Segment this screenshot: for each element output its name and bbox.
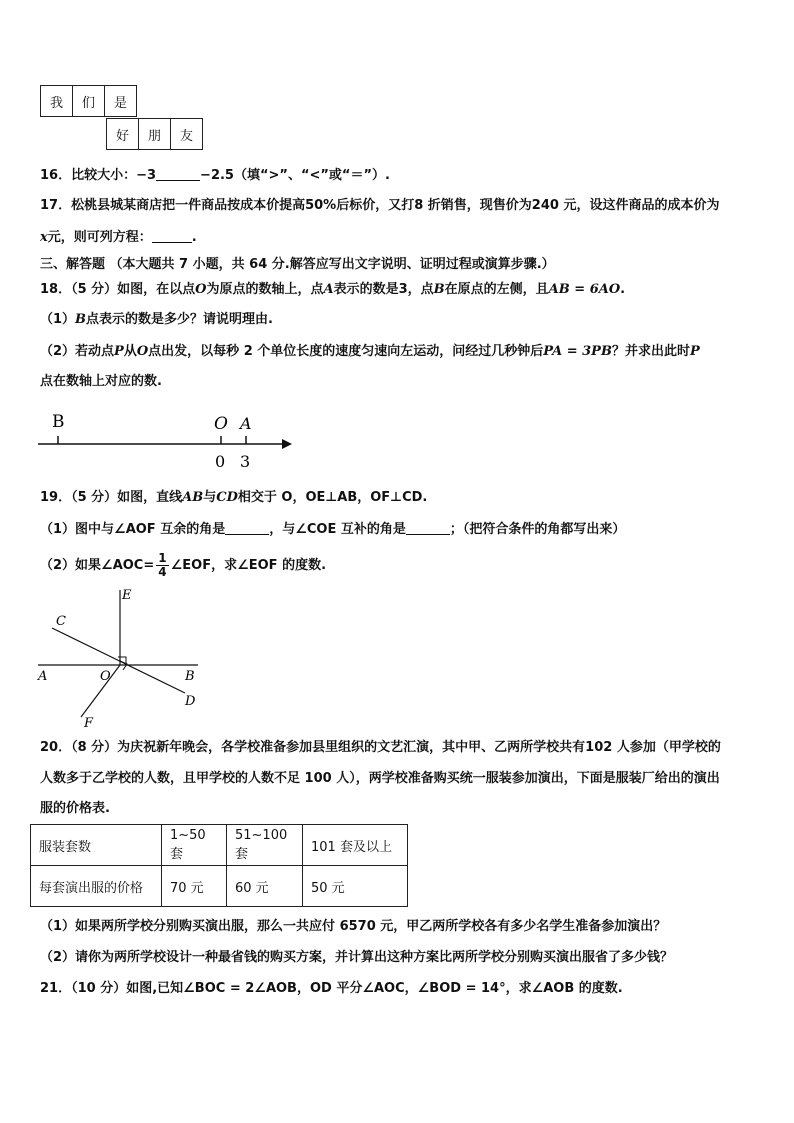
var-a: A — [323, 282, 334, 297]
label-d: D — [185, 694, 196, 709]
var-p: P — [689, 344, 700, 359]
q19-text: 19．（5 分）如图，直线 — [40, 490, 183, 505]
q16-hint: （填“>”、“<”或“＝”）. — [233, 168, 390, 183]
table-cell: 服装套数 — [31, 825, 162, 866]
label-o: O — [214, 414, 228, 434]
question-16 — [40, 166, 390, 185]
q18-text: 在原点的左侧，且 — [444, 282, 549, 297]
var-o: O — [136, 344, 149, 359]
sub-text: 点表示的数是多少？请说明理由. — [86, 312, 273, 327]
question-20-line1: 20．（8 分）为庆祝新年晚会，各学校准备参加县里组织的文艺汇演，其中甲、乙两所学校共有102 人参加（甲学校的 — [40, 740, 721, 755]
question-20-line2: 人数多于乙学校的人数，且甲学校的人数不足 100 人），两学校准备购买统一服装参加演出，下面是服装厂给出的演出 — [40, 771, 720, 786]
line-ab: AB — [182, 490, 204, 505]
grid-cell: 朋 — [138, 118, 171, 150]
price-table — [30, 824, 408, 907]
label-e: E — [122, 588, 132, 603]
label-c: C — [56, 614, 66, 629]
question-18-sub1 — [40, 311, 273, 329]
table-row — [31, 825, 408, 866]
label-f: F — [84, 716, 94, 730]
q16-right: −2.5 — [200, 168, 234, 183]
fraction-numerator: 1 — [158, 551, 167, 565]
sub-text: ；（把符合条件的角都写出来） — [449, 522, 626, 537]
var-b: B — [433, 282, 445, 297]
sub-text: （1）图中与∠AOF 互余的角是 — [40, 522, 226, 537]
q19-text: 相交于 O，OE⊥AB，OF⊥CD. — [237, 490, 428, 505]
question-20-sub1: （1）如果两所学校分别购买演出服，那么一共应付 6570 元，甲乙两所学校各有多少名学生准备参加演出？ — [40, 919, 667, 934]
tick-label-3: 3 — [240, 452, 251, 471]
table-cell: 每套演出服的价格 — [31, 866, 162, 907]
question-18-sub2-line2: 点在数轴上对应的数. — [40, 374, 162, 389]
question-17-line1: 17．松桃县城某商店把一件商品按成本价提高50%后标价，又打8 折销售，现售价为240 元，设这件商品的成本价为 — [40, 198, 720, 213]
fraction — [156, 552, 168, 579]
answer-blank[interactable] — [225, 520, 269, 535]
sub-text: ，与∠COE 互补的角是 — [269, 522, 406, 537]
table-cell: 60 元 — [227, 866, 303, 907]
question-20-sub2: （2）请你为两所学校设计一种最省钱的购买方案，并计算出这种方案比两所学校分别购买演出服省了多少钱？ — [40, 950, 674, 965]
section-heading: 三、解答题 （本大题共 7 小题，共 64 分.解答应写出文字说明、证明过程或演算步骤.） — [40, 257, 555, 272]
q17-text: 元，则可列方程： — [47, 230, 152, 245]
q19-text: 与 — [203, 490, 217, 505]
angle-figure — [30, 585, 230, 730]
question-20-line3: 服的价格表. — [40, 801, 110, 816]
label-a: A — [38, 669, 48, 684]
answer-blank[interactable] — [406, 520, 450, 535]
answer-blank[interactable] — [152, 228, 192, 243]
question-17-line2 — [40, 228, 197, 247]
sub-label: （1） — [40, 312, 76, 327]
sub-text: 从 — [123, 344, 137, 359]
table-cell: 101 套及以上 — [303, 825, 408, 866]
tick-label-0: 0 — [215, 452, 226, 471]
answer-blank[interactable] — [156, 166, 200, 181]
question-19-sub1 — [40, 520, 625, 539]
grid-cell: 们 — [72, 85, 105, 117]
q18-text: 为原点的数轴上，点 — [206, 282, 324, 297]
line-cd — [52, 628, 185, 693]
table-cell: 50 元 — [303, 866, 408, 907]
sub-text: ∠EOF，求∠EOF 的度数. — [170, 558, 327, 573]
table-cell: 70 元 — [162, 866, 227, 907]
axis-arrow — [282, 439, 292, 449]
question-18-sub2 — [40, 343, 700, 361]
q16-label: 16．比较大小： — [40, 168, 137, 183]
q16-left: −3 — [136, 168, 157, 183]
number-line-figure — [30, 405, 300, 475]
q18-text: 表示的数是3，点 — [333, 282, 434, 297]
sub-text: （2）若动点 — [40, 344, 115, 359]
grid-cell: 好 — [106, 118, 139, 150]
label-o: O — [100, 669, 111, 684]
table-cell: 51~100 套 — [227, 825, 303, 866]
equation: AB = 6AO — [548, 282, 621, 297]
fraction-denominator: 4 — [158, 565, 167, 579]
label-b: B — [52, 412, 65, 432]
sub-text: ？并求出此时 — [611, 344, 690, 359]
line-cd: CD — [216, 490, 238, 505]
question-19-sub2 — [40, 549, 326, 583]
var-p: P — [114, 344, 124, 359]
table-cell: 1~50 套 — [162, 825, 227, 866]
grid-cell: 我 — [40, 85, 73, 117]
label-b: B — [185, 669, 195, 684]
question-21: 21．（10 分）如图,已知∠BOC = 2∠AOB，OD 平分∠AOC，∠BOD = 14°，求∠AOB 的度数. — [40, 981, 623, 996]
var-b: B — [75, 312, 87, 327]
question-19 — [40, 489, 427, 507]
grid-cell: 友 — [170, 118, 203, 150]
variable-x: x — [40, 230, 48, 245]
label-a: A — [240, 414, 252, 433]
var-o: O — [195, 282, 207, 297]
equation: PA = 3PB — [543, 344, 612, 359]
table-row — [31, 866, 408, 907]
q18-text: . — [620, 282, 626, 297]
sub-text: （2）如果∠AOC= — [40, 558, 155, 573]
sub-text: 点出发，以每秒 2 个单位长度的速度匀速向左运动，问经过几秒钟后 — [148, 344, 544, 359]
grid-cell: 是 — [104, 85, 137, 117]
question-18 — [40, 281, 625, 299]
q18-text: 18．（5 分）如图，在以点 — [40, 282, 196, 297]
q17-end: . — [191, 230, 197, 245]
